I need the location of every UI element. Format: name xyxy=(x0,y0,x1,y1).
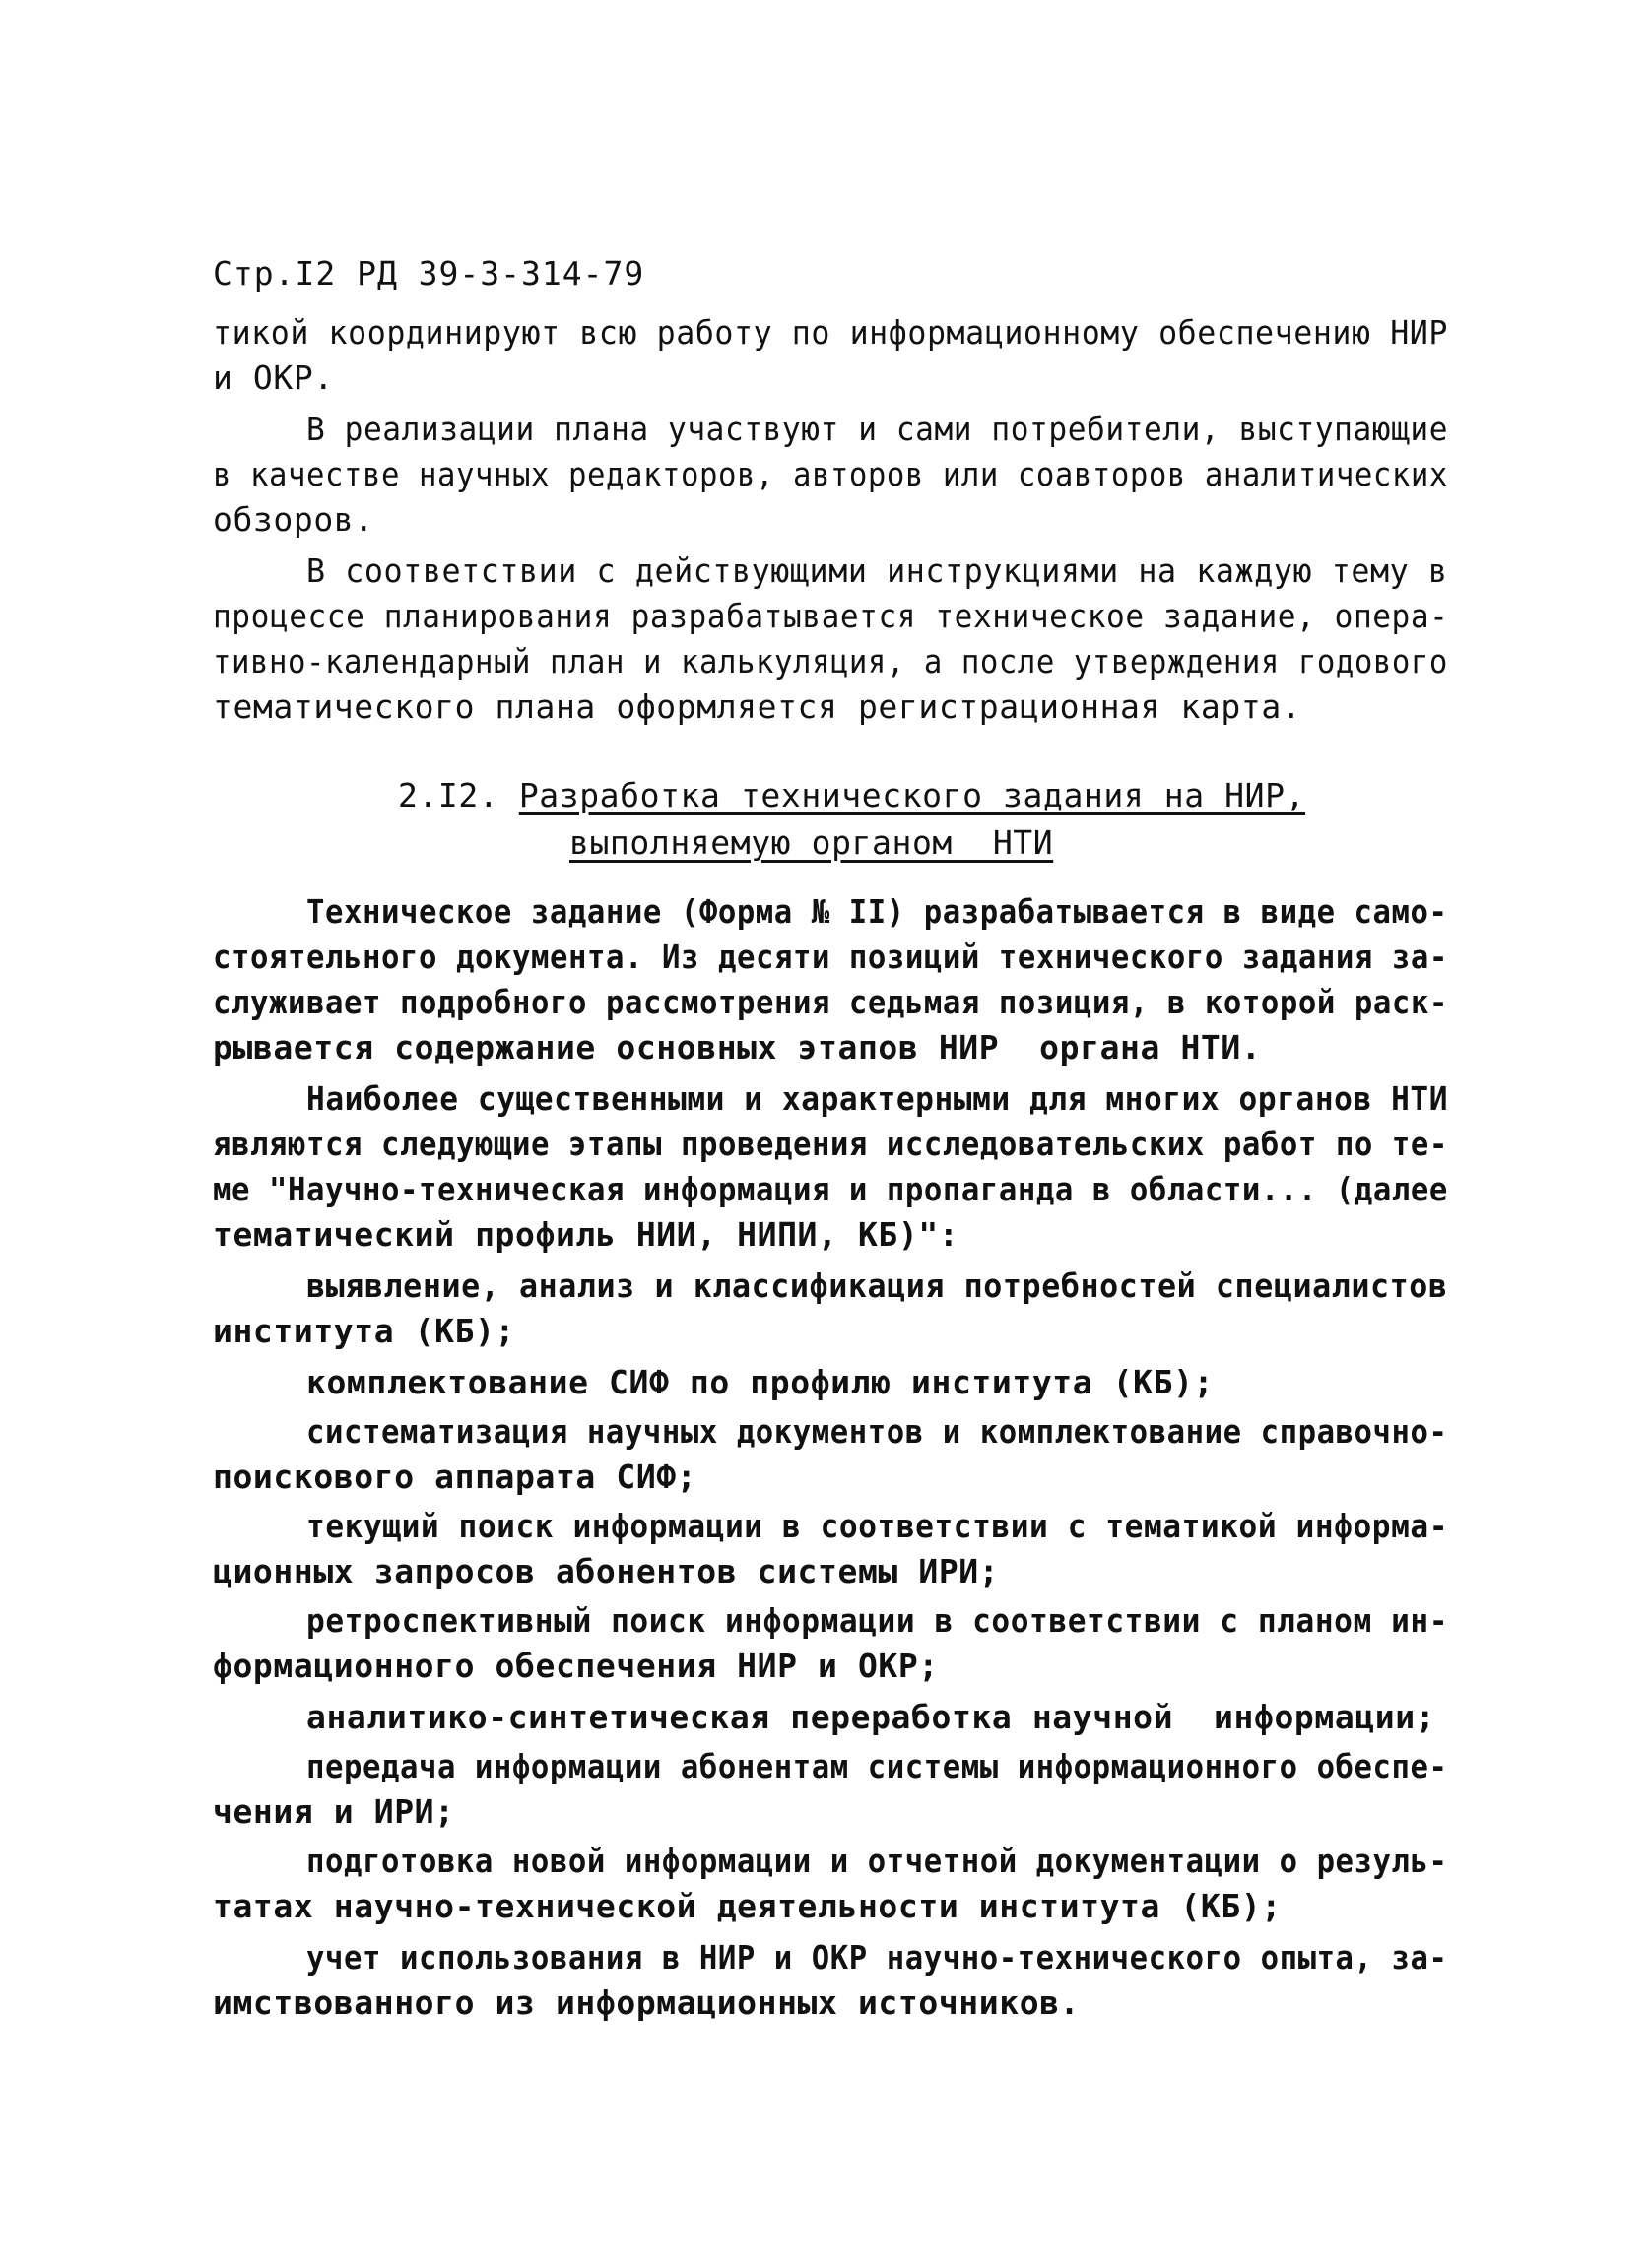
text-line: тематический профиль НИИ, НИПИ, КБ)": xyxy=(213,1215,959,1254)
list-item-continuation: поискового аппарата СИФ; xyxy=(213,1458,697,1496)
section-title: Разработка технического задания на НИР, xyxy=(518,776,1306,814)
list-item: комплектование СИФ по профилю института (КБ); xyxy=(306,1363,1215,1401)
text-line: В реализации плана участвуют и сами потребители, выступающие xyxy=(306,410,1449,448)
text-line: В соответствии с действующими инструкциями на каждую тему в xyxy=(306,551,1448,590)
list-item: передача информации абонентам системы информационного обеспе- xyxy=(306,1747,1448,1785)
list-item: учет использования в НИР и ОКР научно-технического опыта, за- xyxy=(306,1938,1448,1976)
text-line: Техническое задание (Форма № II) разрабатывается в виде само- xyxy=(306,892,1448,931)
text-line: служивает подробного рассмотрения седьмая позиция, в которой раск- xyxy=(213,983,1448,1021)
text-line: и ОКР. xyxy=(213,358,334,397)
list-item-continuation: татах научно-технической деятельности института (КБ); xyxy=(213,1887,1282,1925)
list-item: систематизация научных документов и комплектование справочно- xyxy=(306,1412,1448,1451)
list-item-continuation: имствованного из информационных источников. xyxy=(213,1983,1081,2022)
list-item: текущий поиск информации в соответствии с тематикой информа- xyxy=(306,1507,1449,1545)
section-number: 2.I2. xyxy=(398,776,499,814)
list-item: подготовка новой информации и отчетной документации о резуль- xyxy=(306,1842,1448,1880)
section-heading xyxy=(398,776,1305,815)
list-item-continuation: чения и ИРИ; xyxy=(213,1792,455,1831)
section-title-line2: выполняемую органом НТИ xyxy=(569,823,1054,862)
list-item-continuation: ционных запросов абонентов системы ИРИ; xyxy=(213,1552,1000,1590)
text-line: тематического плана оформляется регистрационная карта. xyxy=(213,687,1302,726)
text-line: процессе планирования разрабатывается техническое задание, опера- xyxy=(213,597,1449,635)
text-line: являются следующие этапы проведения исследовательских работ по те- xyxy=(213,1125,1448,1163)
text-line: Наиболее существенными и характерными для многих органов НТИ xyxy=(306,1079,1449,1118)
list-item: ретроспективный поиск информации в соответствии с планом ин- xyxy=(306,1601,1449,1640)
text-line: ме "Научно-техническая информация и пропаганда в области... (далее xyxy=(213,1170,1448,1208)
text-line: тикой координируют всю работу по информационному обеспечению НИР xyxy=(213,313,1449,352)
text-line: в качестве научных редакторов, авторов или соавторов аналитических xyxy=(213,455,1448,493)
text-line: стоятельного документа. Из десяти позиций технического задания за- xyxy=(213,938,1448,976)
text-line: тивно-календарный план и калькуляция, а после утверждения годового xyxy=(213,642,1448,680)
text-line: рывается содержание основных этапов НИР органа НТИ. xyxy=(213,1028,1262,1067)
page-header: Стр.I2 РД 39-3-314-79 xyxy=(213,254,645,292)
list-item-continuation: института (КБ); xyxy=(213,1312,516,1350)
list-item-continuation: формационного обеспечения НИР и ОКР; xyxy=(213,1647,939,1685)
list-item: выявление, анализ и классификация потребностей специалистов xyxy=(306,1266,1448,1305)
list-item: аналитико-синтетическая переработка научной информации; xyxy=(306,1698,1436,1736)
text-line: обзоров. xyxy=(213,500,374,539)
